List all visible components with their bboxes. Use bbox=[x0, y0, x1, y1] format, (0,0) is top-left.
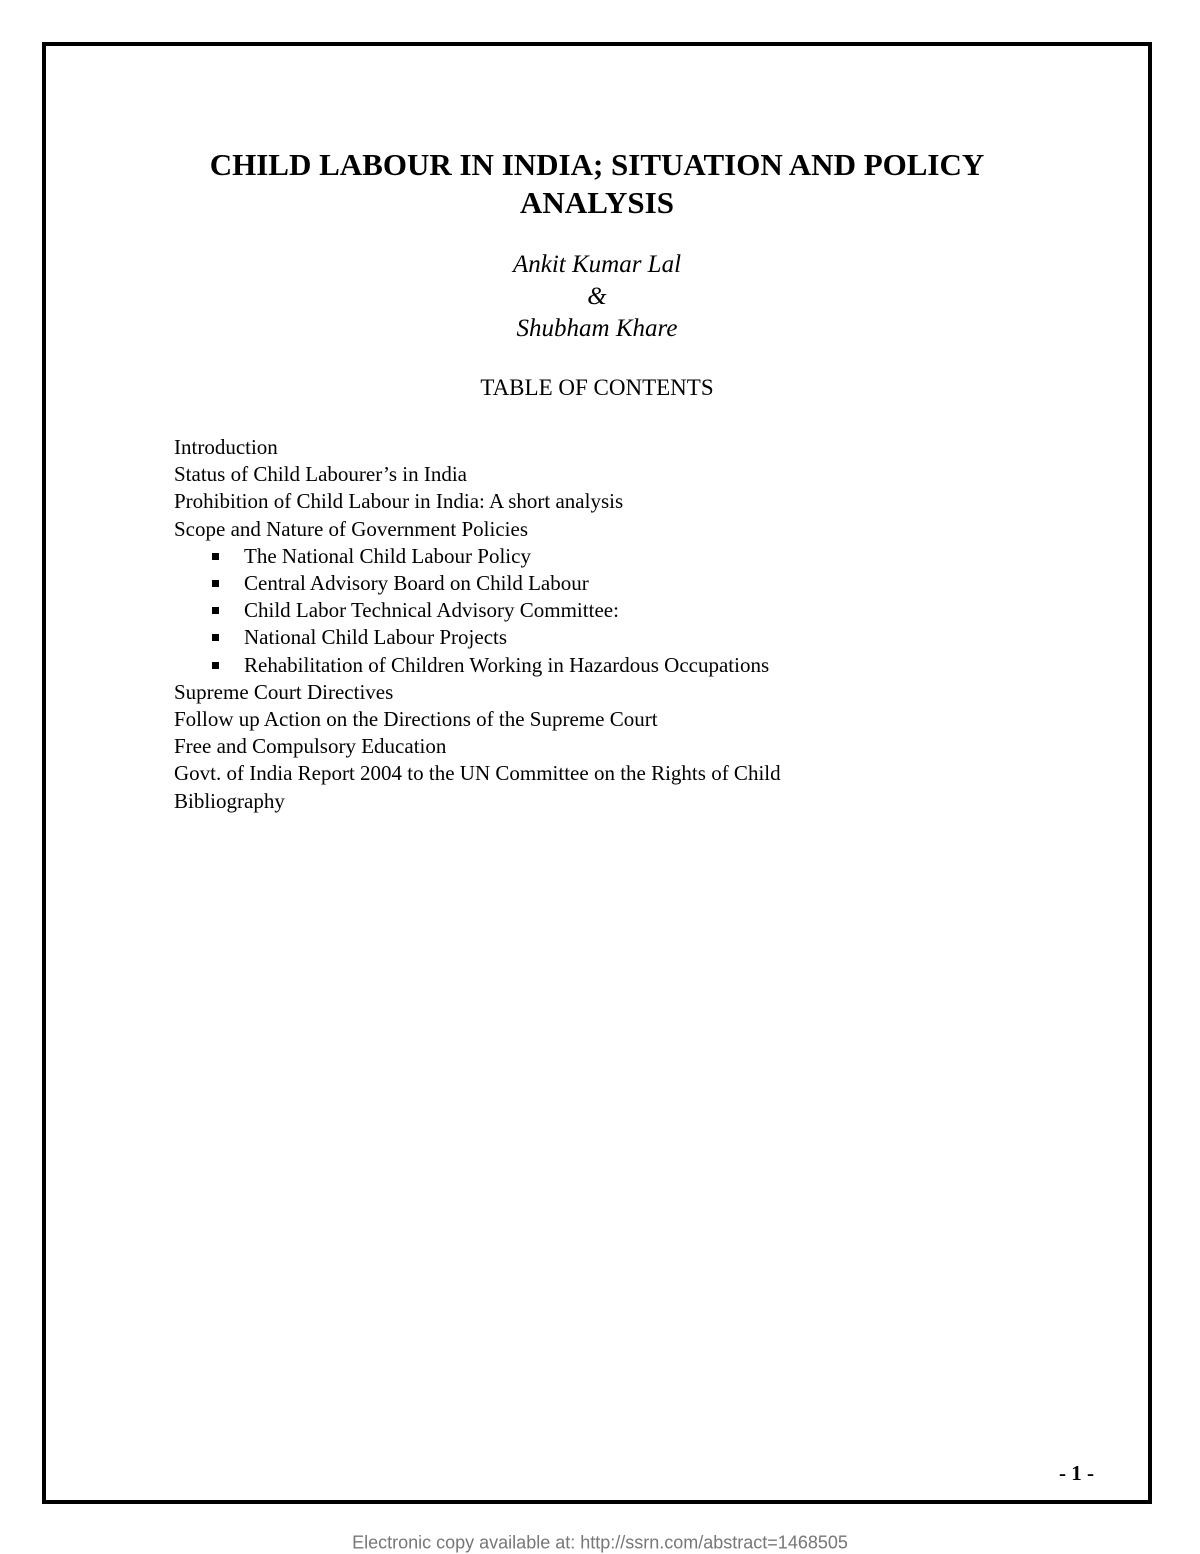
toc-item: Status of Child Labourer’s in India bbox=[174, 462, 467, 487]
toc-item: Scope and Nature of Government Policies bbox=[174, 516, 528, 541]
page-frame bbox=[42, 42, 1152, 1504]
toc-subitem bbox=[174, 570, 781, 597]
toc-item: Free and Compulsory Education bbox=[174, 734, 447, 759]
toc-item: Follow up Action on the Directions of the Supreme Court bbox=[174, 707, 658, 732]
toc-subitem-label: Rehabilitation of Children Working in Hazardous Occupations bbox=[244, 652, 770, 677]
author-separator: & bbox=[587, 283, 607, 310]
toc-subitem bbox=[174, 652, 781, 679]
toc-subitem-label: National Child Labour Projects bbox=[244, 625, 508, 650]
electronic-copy-note: Electronic copy available at: http://ssrn.com/abstract=1468505 bbox=[352, 1532, 848, 1553]
toc-item: Prohibition of Child Labour in India: A short analysis bbox=[174, 489, 624, 514]
square-bullet-icon bbox=[212, 580, 219, 587]
toc-subitem-label: Central Advisory Board on Child Labour bbox=[244, 571, 589, 596]
author-block bbox=[46, 249, 1148, 345]
square-bullet-icon bbox=[212, 553, 219, 560]
toc-subitem-label: Child Labor Technical Advisory Committee: bbox=[244, 598, 619, 623]
toc-item: Bibliography bbox=[174, 788, 285, 813]
toc-item: Govt. of India Report 2004 to the UN Committee on the Rights of Child bbox=[174, 761, 781, 786]
table-of-contents bbox=[174, 434, 781, 815]
author-name: Shubham Khare bbox=[516, 315, 678, 342]
toc-subitem bbox=[174, 543, 781, 570]
square-bullet-icon bbox=[212, 607, 219, 614]
square-bullet-icon bbox=[212, 634, 219, 641]
title-line-1: CHILD LABOUR IN INDIA; SITUATION AND POLICY bbox=[209, 147, 985, 182]
toc-subitem-label: The National Child Labour Policy bbox=[244, 543, 531, 568]
toc-subitem bbox=[174, 624, 781, 651]
square-bullet-icon bbox=[212, 662, 219, 669]
toc-item: Introduction bbox=[174, 435, 278, 459]
title-line-2: ANALYSIS bbox=[520, 185, 674, 220]
toc-item: Supreme Court Directives bbox=[174, 679, 394, 704]
toc-subitem bbox=[174, 597, 781, 624]
page-number: - 1 - bbox=[1059, 1461, 1094, 1485]
toc-heading: TABLE OF CONTENTS bbox=[480, 375, 714, 400]
author-name: Ankit Kumar Lal bbox=[512, 251, 682, 278]
document-title bbox=[46, 146, 1148, 222]
